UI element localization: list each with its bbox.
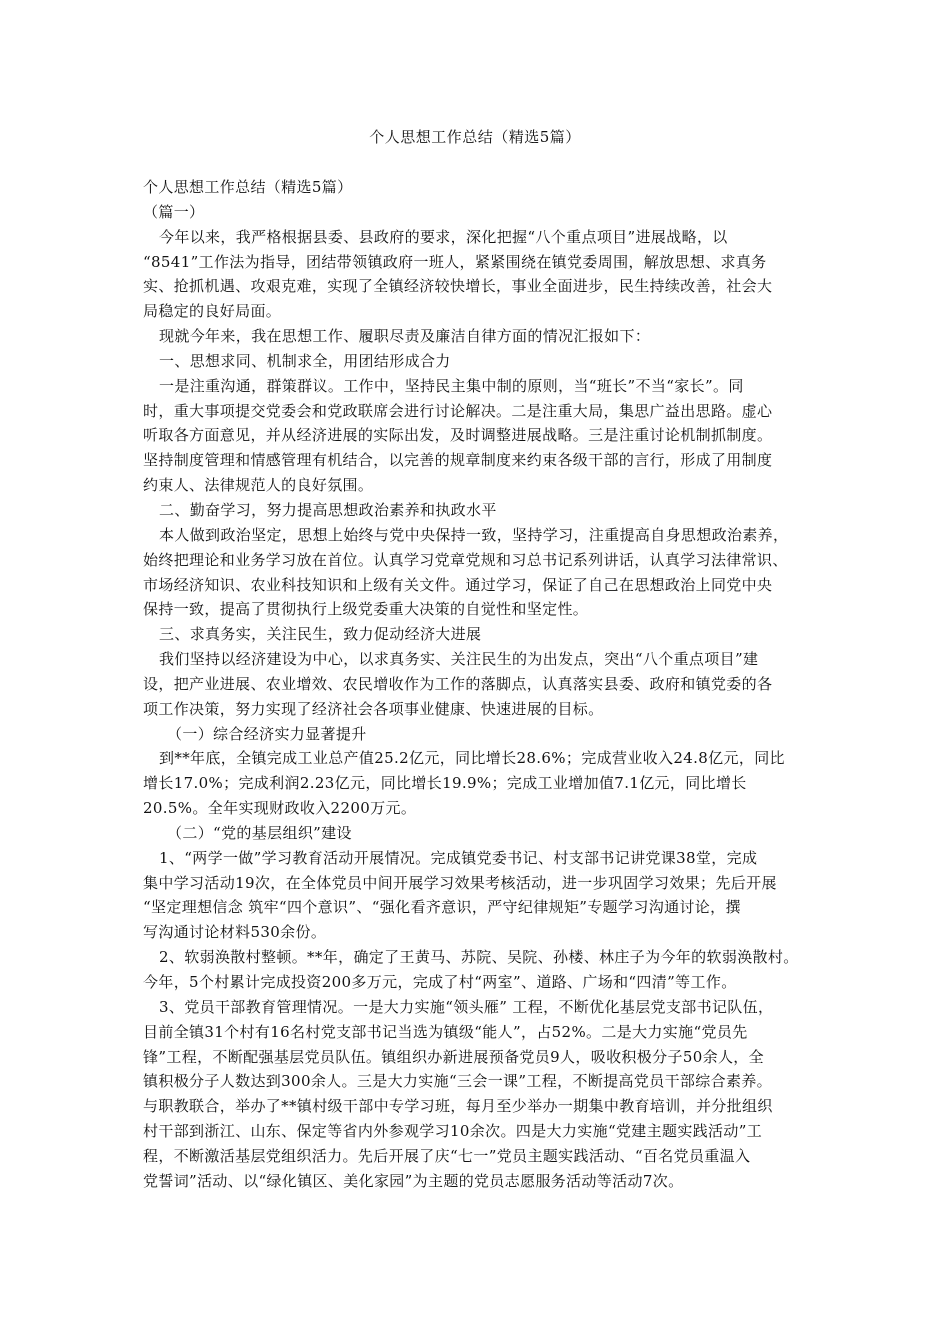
paragraph-line: 与职教联合，举办了**镇村级干部中专学习班，每月至少举办一期集中教育培训，并分批组织	[143, 1097, 773, 1116]
paragraph-line: 二、勤奋学习，努力提高思想政治素养和执政水平	[159, 500, 497, 519]
paragraph-line: 写沟通讨论材料530余份。	[143, 923, 327, 942]
paragraph-line: “8541”工作法为指导，团结带领镇政府一班人，紧紧围绕在镇党委周围，解放思想、求真务	[143, 252, 767, 271]
paragraph-line: 锋”工程，不断配强基层党员队伍。镇组织办新进展预备党员9人，吸收积极分子50余人，全	[143, 1047, 765, 1066]
paragraph-line: 程，不断激活基层党组织活力。先后开展了庆“七一”党员主题实践活动、“百名党员重温入	[143, 1146, 751, 1165]
paragraph-line: 镇积极分子人数达到300余人。三是大力实施“三会一课”工程，不断提高党员干部综合素养。	[143, 1072, 773, 1091]
paragraph-line: 设，把产业进展、农业增效、农民增收作为工作的落脚点，认真落实县委、政府和镇党委的各	[143, 674, 773, 693]
paragraph-line: 我们坚持以经济建设为中心，以求真务实、关注民生的为出发点，突出“八个重点项目”建	[159, 650, 759, 669]
paragraph-line: 个人思想工作总结（精选5篇）	[143, 178, 353, 196]
paragraph-line: 2、软弱涣散村整顿。**年，确定了王黄马、苏院、吴院、孙楼、林庄子为今年的软弱涣散村。	[159, 948, 799, 967]
paragraph-line: 本人做到政治坚定，思想上始终与党中央保持一致，坚持学习，注重提高自身思想政治素养，	[159, 525, 789, 544]
paragraph-line: 时，重大事项提交党委会和党政联席会进行讨论解决。二是注重大局，集思广益出思路。虚心	[143, 401, 773, 420]
paragraph-line: 集中学习活动19次，在全体党员中间开展学习效果考核活动，进一步巩固学习效果；先后开展	[143, 873, 777, 892]
paragraph-line: 项工作决策，努力实现了经济社会各项事业健康、快速进展的目标。	[143, 699, 604, 718]
paragraph-line: 1、“两学一做”学习教育活动开展情况。完成镇党委书记、村支部书记讲党课38堂，完成	[159, 848, 758, 867]
paragraph-line: 保持一致，提高了贯彻执行上级党委重大决策的自觉性和坚定性。	[143, 600, 589, 619]
document-title: 个人思想工作总结（精选5篇）	[369, 128, 581, 146]
paragraph-line: 局稳定的良好局面。	[143, 302, 282, 321]
paragraph-line: 一是注重沟通，群策群议。工作中，坚持民主集中制的原则，当“班长”不当“家长”。同	[159, 376, 744, 395]
paragraph-line: 20.5%。全年实现财政收入2200万元。	[143, 799, 417, 818]
document-body	[143, 175, 823, 1194]
paragraph-line: “坚定理想信念 筑牢“四个意识”、“强化看齐意识，严守纪律规矩”专题学习沟通讨论，撰	[143, 898, 741, 917]
paragraph-line: 现就今年来，我在思想工作、履职尽责及廉洁自律方面的情况汇报如下：	[159, 327, 651, 346]
paragraph-line: 实、抢抓机遇、攻艰克难，实现了全镇经济较快增长，事业全面进步，民生持续改善，社会大	[143, 277, 773, 296]
paragraph-line: 今年，5个村累计完成投资200多万元，完成了村“两室”、道路、广场和“四清”等工作。	[143, 973, 737, 991]
paragraph-line: 一、思想求同、机制求全，用团结形成合力	[159, 351, 451, 370]
paragraph-line: 今年以来，我严格根据县委、县政府的要求，深化把握“八个重点项目”进展战略，以	[159, 227, 728, 246]
paragraph-line: （一）综合经济实力显著提升	[167, 724, 367, 743]
paragraph-line: （篇一）	[143, 202, 205, 221]
paragraph-line: 听取各方面意见，并从经济进展的实际出发，及时调整进展战略。三是注重讨论机制抓制度。	[143, 426, 773, 445]
paragraph-line: 三、求真务实，关注民生，致力促动经济大进展	[159, 625, 482, 644]
paragraph-line: 3、党员干部教育管理情况。一是大力实施“领头雁” 工程，不断优化基层党支部书记队伍，	[159, 997, 774, 1016]
paragraph-line: 增长17.0%；完成利润2.23亿元，同比增长19.9%；完成工业增加值7.1亿元，同比增长	[143, 774, 747, 793]
paragraph-line: 党誓词”活动、以“绿化镇区、美化家园”为主题的党员志愿服务活动等活动7次。	[143, 1171, 684, 1190]
paragraph-line: 目前全镇31个村有16名村党支部书记当选为镇级“能人”，占52%。二是大力实施“党员先	[143, 1022, 748, 1041]
paragraph-line: 市场经济知识、农业科技知识和上级有关文件。通过学习，保证了自己在思想政治上同党中央	[143, 575, 773, 594]
paragraph-line: 坚持制度管理和情感管理有机结合，以完善的规章制度来约束各级干部的言行，形成了用制度	[143, 451, 773, 470]
paragraph-line: （二）“党的基层组织”建设	[167, 823, 352, 842]
paragraph-line: 村干部到浙江、山东、保定等省内外参观学习10余次。四是大力实施“党建主题实践活动”工	[143, 1122, 763, 1141]
paragraph-line: 到**年底，全镇完成工业总产值25.2亿元，同比增长28.6%；完成营业收入24.8亿元，同比	[159, 749, 785, 768]
paragraph-line: 约束人、法律规范人的良好氛围。	[143, 476, 374, 495]
paragraph-line: 始终把理论和业务学习放在首位。认真学习党章党规和习总书记系列讲话，认真学习法律常识、	[143, 550, 788, 569]
